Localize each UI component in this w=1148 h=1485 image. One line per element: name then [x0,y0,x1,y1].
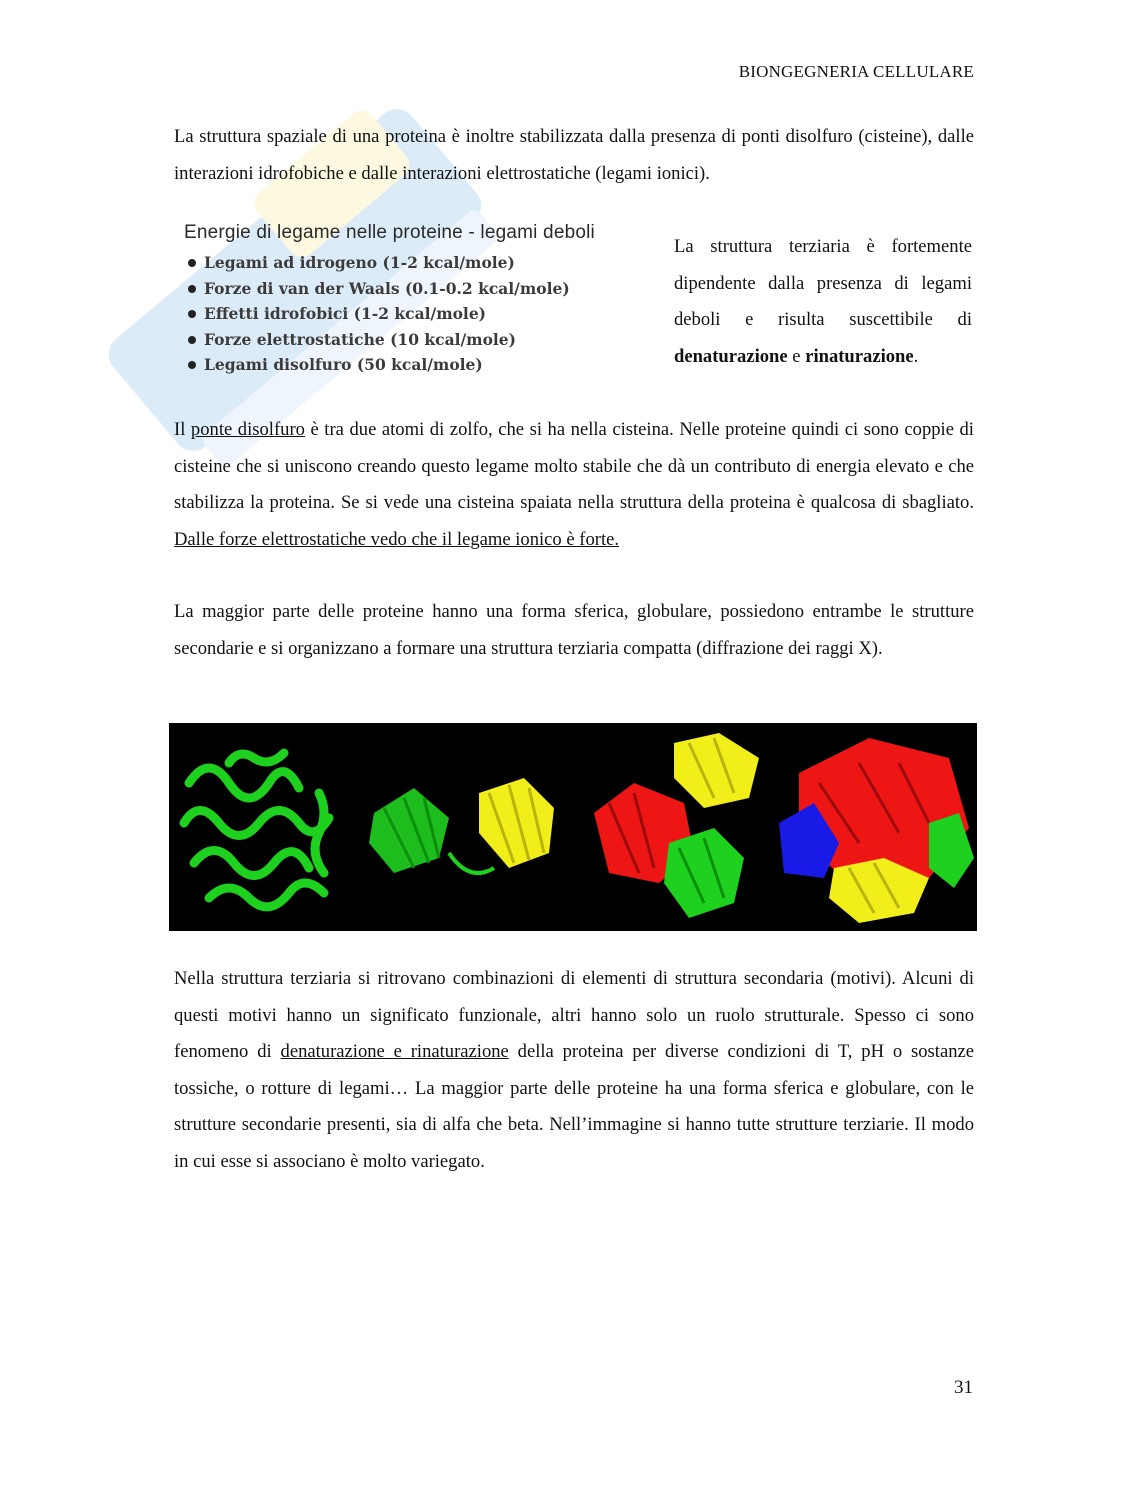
page-number: 31 [954,1377,973,1398]
paragraph-globular: La maggior parte delle proteine hanno una forma sferica, globulare, possiedono entrambe le strutture secondarie e si organizzano a formare una struttura terziaria compatta (diffrazione dei raggi X). [174,601,974,659]
paragraph-disulfide [174,412,974,558]
text-run: Nella struttura terziaria si ritrovano combinazioni di elementi di struttura secondaria (motivi). Alcuni di questi motivi hanno un significato funzionale, altri hanno solo un ruolo strutturale. Spesso ci sono fenomeno di [174,968,974,1062]
note-text: e [787,345,806,367]
denaturation-renaturation-term: denaturazione e rinaturazione [280,1041,509,1062]
bond-energy-item: Legami disolfuro (50 kcal/mole) [188,352,658,378]
denaturation-term: denaturazione [674,345,788,367]
bond-energy-item: Effetti idrofobici (1-2 kcal/mole) [188,301,658,327]
bond-energy-title: Energie di legame nelle proteine - legami deboli [184,222,595,243]
disulfide-term: ponte disolfuro [190,419,305,440]
renaturation-term: rinaturazione [805,345,914,367]
tertiary-structure-note [674,229,972,375]
note-text: . [913,345,919,367]
bond-energy-figure [178,218,658,393]
bond-energy-list [178,250,658,378]
paragraph-motifs [174,961,974,1180]
protein-structures-image [169,723,977,931]
text-run: della proteina per diverse condizioni di T, pH o sostanze tossiche, o rotture di legami… La maggior parte delle proteine ha una forma sferica e globulare, con le strutture secondarie presenti, sia di alfa che beta. Nell’immagine si hanno tutte strutture terziarie. Il modo in cui esse si associano è molto variegato. [174,1041,975,1172]
note-text: La struttura terziaria è fortemente dipendente dalla presenza di legami deboli e risulta suscettibile di [674,236,972,330]
paragraph-stabilization: La struttura spaziale di una proteina è inoltre stabilizzata dalla presenza di ponti disolfuro (cisteine), dalle interazioni idrofobiche e dalle interazioni elettrostatiche (legami ionici). [174,126,974,184]
text-run: Il [174,419,191,440]
bond-energy-item: Forze elettrostatiche (10 kcal/mole) [188,327,658,353]
text-run: è tra due atomi di zolfo, che si ha nella cisteina. Nelle proteine quindi ci sono coppie di cisteine che si uniscono creando questo legame molto stabile che dà un contributo di energia elevato e che stabilizza la proteina. Se si vede una cisteina spaiata nella struttura della proteina è qualcosa di sbagliato. [174,419,974,513]
bond-energy-item: Legami ad idrogeno (1-2 kcal/mole) [188,250,658,276]
bond-energy-item: Forze di van der Waals (0.1-0.2 kcal/mole) [188,276,658,302]
page-header: BIONGEGNERIA CELLULARE [738,62,974,81]
ionic-bond-sentence: Dalle forze elettrostatiche vedo che il legame ionico è forte. [174,528,620,550]
